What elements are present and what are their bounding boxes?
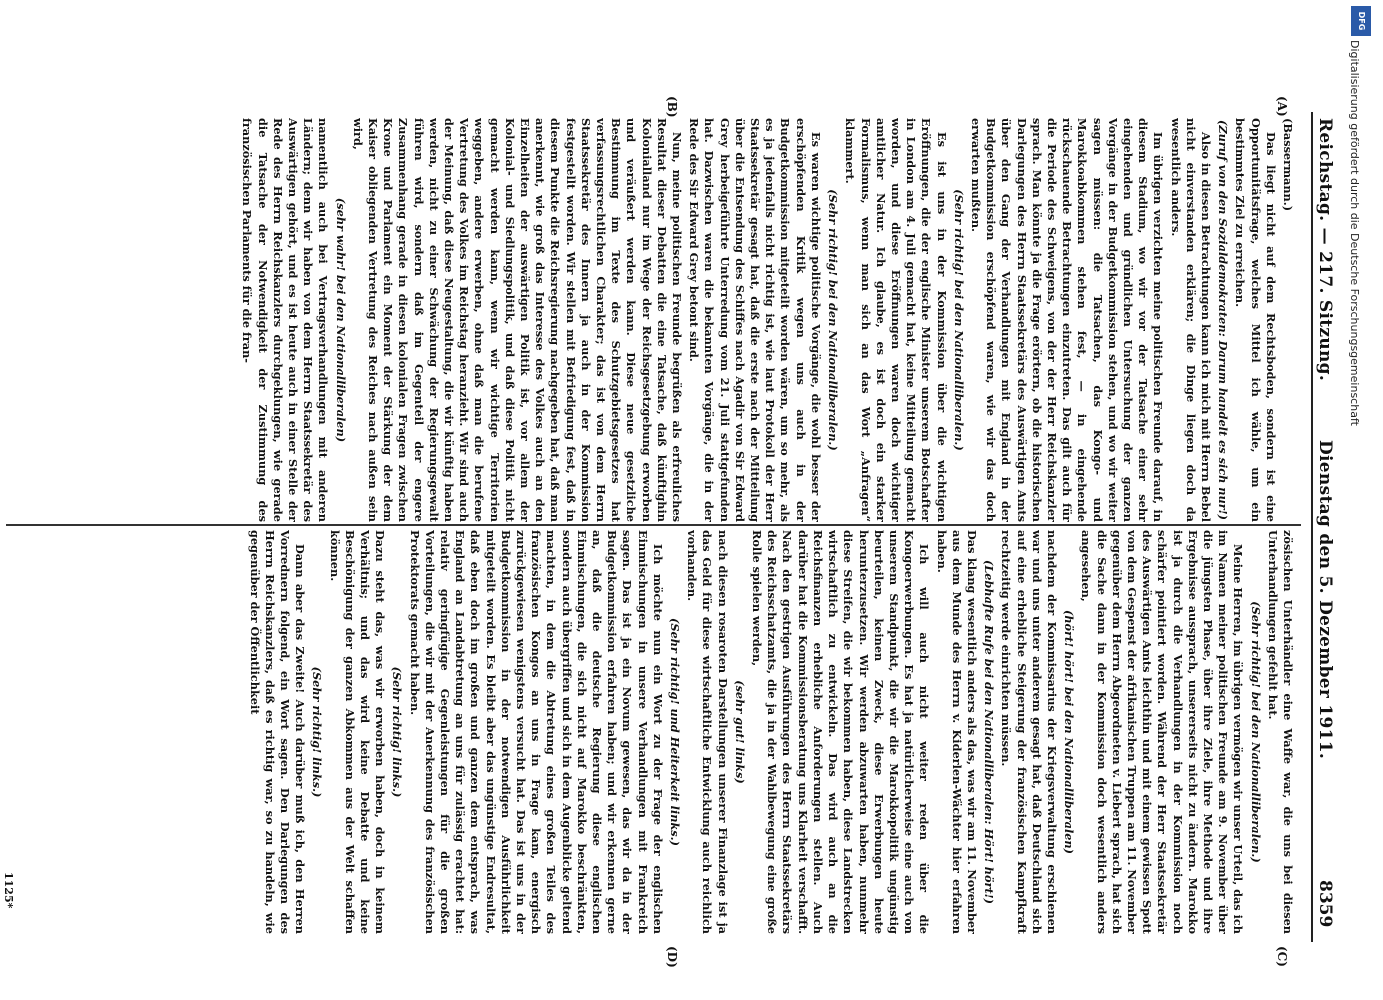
- margin-marker-d: (D): [665, 946, 679, 968]
- margin-marker-c: (C): [1275, 946, 1289, 967]
- paragraph: Also in diesen Betrachtungen kann ich mich mit Herrn Bebel nicht einverstanden erklären; die Dinge liegen doch da wesentlich anders.: [1168, 118, 1213, 522]
- header-session: Reichstag. — 217. Sitzung.: [1315, 118, 1335, 382]
- paragraph: Das liegt nicht auf dem Rechtsboden, sondern ist eine Opportunitätsfrage, welches Mittel ich wähle, um ein bestimmtes Ziel zu erreichen.: [1233, 118, 1278, 522]
- paragraph: Dazu steht das, was wir erworben haben, doch in keinem Verhältnis; und das wird keine Debatte und keine Beschönigung der ganzen Abkommen aus der Welt schaffen können.: [327, 530, 388, 934]
- text-column-right: [15, 530, 1295, 934]
- interjection: (sehr wahr! bei den Nationalliberalen): [333, 197, 348, 443]
- paragraph: Meine Herren, im übrigen vermögen wir unser Urteil, das ich im Namen meiner politischen Freunde am 9. November über die jüngsten Phase, über ihre Ziele, ihre Methode und ihre Ergebnisse aussprach, unsererseits nicht zu ändern. Marokko ist ja durch die Verhandlungen in der Kommission noch schärfer pointiert worden. Während der Herr Staatssekretär des Auswärtigen Amts leichthin und mit einem gewissen Spott von dem Gespenst der afrikanischen Truppen am 11. November gegenüber dem Herrn Abgeordneten v. Liebert sprach, hat sich die Sache dann in der Kommission doch wesentlich anders angesehen,: [1079, 530, 1246, 934]
- dfg-logo: DFG: [1351, 6, 1371, 36]
- paragraph: Es ist uns in der Kommission über die wichtigen Eröffnungen, die der englische Minister unserem Botschafter in London am 4. Juli gemacht hat, keine Mitteilung gemacht worden, und diese Eröffnungen waren doch wichtiger amtlicher Natur. Ich glaube, es ist doch ein starker Formalismus, wenn man sich an das Wort „Anfragen“ klammert.: [843, 118, 949, 522]
- header-rule: [1311, 112, 1313, 942]
- paragraph: nach diesen rosaroten Darstellungen unserer Finanzlage ist ja das Geld für diese wirtschaftliche Entwicklung auch reichlich vorhanden.: [685, 530, 730, 934]
- paragraph: Im übrigen verzichten meine politischen Freunde darauf, in diesem Stadium, wo wir vor der Tatsache einer sehr eingehenden und gründlichen Untersuchung der ganzen Vorgänge in der Budgetkommission stehen, und wo wir weiter sagen müssen: die Tatsachen, das Kongo- und Marokkoabkommen stehen fest, — in eingehende rückschauende Betrachtungen einzutreten. Das gilt auch für die Periode des Schweigens, von der der Herr Reichskanzler sprach. Man könnte ja die Frage erörtern, ob die historischen Darlegungen des Herrn Staatssekretärs des Auswärtigen Amts über den Gang der Verhandlungen mit England in der Budgetkommission erschöpfend waren, wie wir das doch erwarten mußten.: [968, 118, 1166, 522]
- digitization-credit: [1341, 11, 1381, 980]
- paragraph: zösischen Unterhändler eine Waffe war, die uns bei diesen Unterhandlungen gefehlt hat.: [1265, 530, 1295, 934]
- paragraph: Dann aber das Zweite! Auch darüber muß ich, den Herren Vorrednern folgend, ein Wort sagen. Den Darlegungen des Herrn Reichskanzlers, daß es richtig war, so zu handeln, wie gegenüber der Öffentlichkeit: [247, 530, 308, 934]
- interjection: (Sehr richtig! links.): [390, 666, 405, 798]
- paragraph: Ich will auch nicht weiter reden über die Kongoerwerbungen. Es hat ja natürlicherweise eine auch von unserem Standpunkt, die wir die Marokkopolitik ungünstig beurteilen, keinen Zweck, diese Erwerbungen heute herunterzusetzen. Wir werden abzuwarten haben, nunmehr diese Streifen, die wir bekommen haben, diese Landstrecken wirtschaftlich zu entwickeln. Das wird auch an die Reichsfinanzen erhebliche Anforderungen stellen. Auch darüber hat die Kommissionsberatung uns Klarheit verschafft. Nach den gestrigen Ausführungen des Herrn Staatssekretärs des Reichsschatzamts, die ja in der Wahlbewegung eine große Rolle spielen werden,: [750, 530, 932, 934]
- interjection: (Zuruf von den Sozialdemokraten: Darum handelt es sich nur!): [1216, 120, 1231, 520]
- speaker-name: (Bassermann.): [1281, 118, 1295, 212]
- interjection: (Sehr richtig! bei den Nationalliberalen.): [826, 189, 841, 451]
- interjection: (sehr gut! links): [732, 680, 747, 784]
- text-column-left: [15, 118, 1295, 522]
- paragraph: Ich möchte nun ein Wort zu der Frage der englischen Einmischungen in unsere Verhandlungen mit Frankreich sagen. Das ist ja ein Novum gewesen, das wir da in der Budgetkommission erfahren haben; und wir erkennen gerne an, daß die deutsche Regierung diese englischen Einmischungen, die sich nicht auf Marokko beschränkten, sondern auch übergriffen und sich in dem Augenblicke geltend machten, in dem die Abtretung eines großen Teiles des französischen Kongos an uns in Frage kam, energisch zurückgewiesen wenigstens versucht hat. Das ist uns in der Budgetkommission in der notwendigen Ausführlichkeit mitgeteilt worden. Es bleibt aber das ungünstige Endresultat, daß eben doch im großen und ganzen dem entsprach, was England an Landabtretung an uns für zulässig erachtet hat: relativ geringfügige Gegenleistungen für die großen Vorteilungen, die wir mit der Anerkennung des französischen Protektorats gemacht haben.: [407, 530, 665, 934]
- interjection: (Lebhafte Rufe bei den Nationalliberalen: Hört! hört!): [982, 560, 997, 904]
- margin-marker-a: (A): [1275, 96, 1289, 117]
- paragraph: Nun, meine politischen Freunde begrüßen als erfreuliches Resultat dieser Debatten die eine Tatsache, daß künftighin Kolonialland nur im Wege der Reichsgesetzgebung erworben und veräußert werden kann. Diese neue gesetzliche Bestimmung im Texte des Schutzgebietsgesetzes hat verfassungsrechtlichen Charakter; das ist von dem Herrn Staatssekretär des Innern ja auch in der Kommission festgestellt worden. Wir stellen mit Befriedigung fest, daß in diesem Punkte die Reichsregierung nachgegeben hat, daß man anerkennt, wie groß das Interesse des Volkes auch an den Einzelheiten der auswärtigen Politik ist, vor allem der Kolonial- und Siedlungspolitik, und daß diese Politik nicht gemacht werden kann, wenn wir wichtige Territorien weggeben, andere erwerben, ohne daß man die berufene Vertretung des Volkes im Reichstag heranzieht. Wir sind auch der Meinung, daß diese Neugestaltung, die wir künftig haben werden, nicht zu einer Schwächung der Regierungsgewalt führen wird, sondern daß im Gegenteil der engere Zusammenhang gerade in diesen kolonialen Fragen zwischen Krone und Parlament ein Moment der Stärkung der dem Kaiser obliegenden Vertretung des Reiches nach außen sein wird,: [350, 118, 685, 522]
- page-number: 8359: [1315, 880, 1335, 928]
- footer-sheet-number: 1125*: [2, 872, 15, 909]
- column-divider: [6, 524, 1301, 526]
- credit-text: Digitalisierung gefördert durch die Deutsche Forschungsgemeinschaft: [1348, 40, 1361, 426]
- interjection: (Sehr richtig! bei den Nationalliberalen.): [1248, 601, 1263, 863]
- paragraph: nachdem der Kommissarius der Kriegsverwaltung erschienen war und uns unter anderem gesagt hat, daß Deutschland sich auf eine erhebliche Steigerung der französischen Kampfkraft rechtzeitig werde einrichten müssen.: [999, 530, 1059, 934]
- interjection: (Sehr richtig! und Heiterkeit links.): [668, 618, 683, 846]
- margin-marker-b: (B): [665, 96, 679, 118]
- interjection: (hört! hört! bei den Nationalliberalen): [1062, 609, 1077, 854]
- interjection: (Sehr richtig! bei den Nationalliberalen.): [951, 189, 966, 451]
- header-date: Dienstag den 5. Dezember 1911.: [1315, 440, 1335, 760]
- interjection: (Sehr richtig! links.): [310, 666, 325, 798]
- paragraph: namentlich auch bei Vertragsverhandlungen mit anderen Ländern; denn wir haben von dem Herrn Staatssekretär des Auswärtigen gehört, und es ist heute auch in einer Stelle der Rede des Herrn Reichskanzlers durchgeklungen, wie gerade die Tatsache der Notwendigkeit der Zustimmung des französischen Parlaments für die fran-: [240, 118, 331, 522]
- paragraph: Es waren wichtige politische Vorgänge, die wohl besser der erschöpfenden Kritik wegen uns auch in der Budgetkommission mitgeteilt worden wären, um so mehr, als es ja jedenfalls nicht richtig ist, wie laut Protokoll der Herr Staatssekretär gesagt hat, daß die erste nach der Mitteilung über die Entsendung des Schiffes nach Agadir von Sir Edward Grey herbeigeführte Unterredung vom 21. Juli stattgefunden hat. Dazwischen waren die bekannten Vorgänge, die in der Rede des Sir Edward Grey betont sind.: [687, 118, 823, 522]
- paragraph: Das klang wesentlich anders als das, was wir am 11. November aus dem Munde des Herrn v. Kiderlen-Wächter hier erfahren haben.: [934, 530, 979, 934]
